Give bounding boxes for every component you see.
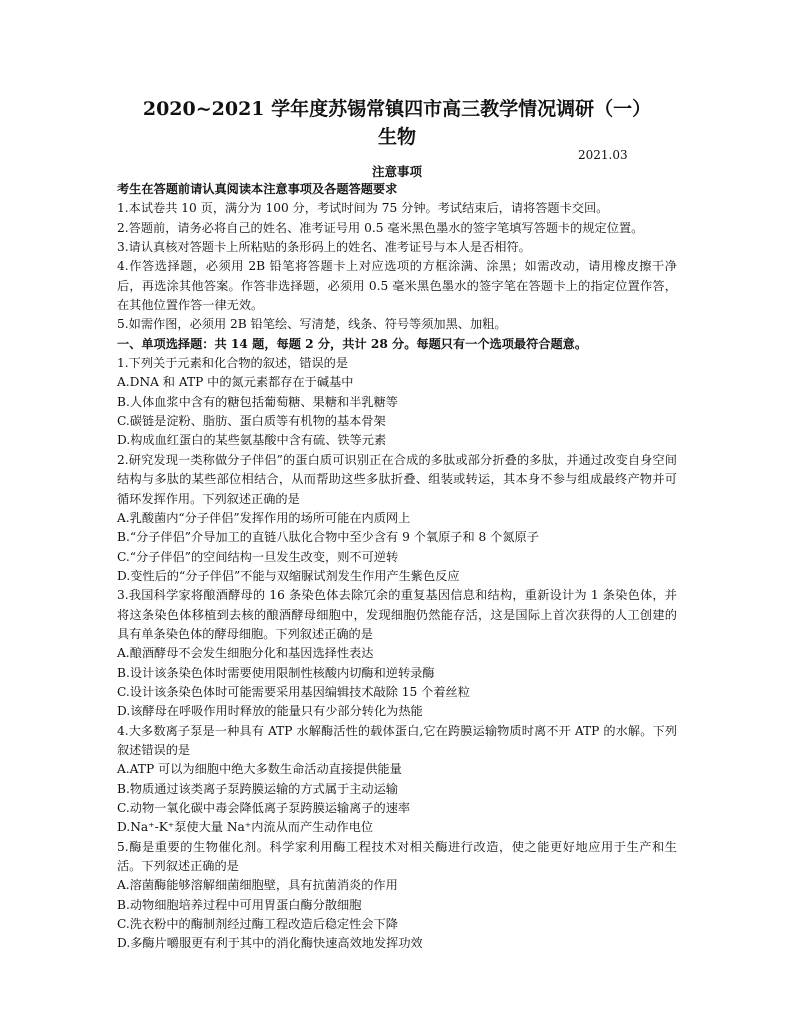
exam-body: [117, 180, 677, 954]
question-option: D.多酶片嚼服更有利于其中的消化酶快速高效地发挥功效: [117, 936, 423, 951]
section-heading: 一、单项选择题：共 14 题，每题 2 分，共计 28 分。每题只有一个选项最符合题意。: [117, 336, 588, 351]
question-stem: 1.下列关于元素和化合物的叙述，错误的是: [117, 356, 349, 371]
exam-title: 2020~2021 学年度苏锡常镇四市高三教学情况调研（一）: [142, 98, 652, 120]
question-option: D.变性后的“分子伴侣”不能与双缩脲试剂发生作用产生紫色反应: [117, 568, 460, 583]
question-option: A.DNA 和 ATP 中的氮元素都存在于碱基中: [117, 375, 354, 390]
question-option: A.溶菌酶能够溶解细菌细胞壁，具有抗菌消炎的作用: [117, 878, 398, 893]
question-option: C.洗衣粉中的酶制剂经过酶工程改造后稳定性会下降: [117, 917, 398, 932]
question-option: C.“分子伴侣”的空间结构一旦发生改变，则不可逆转: [117, 549, 399, 564]
notice-item: 4.作答选择题，必须用 2B 铅笔将答题卡上对应选项的方框涂满、涂黑；如需改动，请用橡皮擦干净后，再选涂其他答案。作答非选择题，必须用 0.5 毫米黑色墨水的签字笔在答题卡上的指定位置作答，在其他位置作答一律无效。: [117, 259, 677, 313]
question-option: A.乳酸菌内“分子伴侣”发挥作用的场所可能在内质网上: [117, 510, 411, 525]
question-option: B.人体血浆中含有的糖包括葡萄糖、果糖和半乳糖等: [117, 394, 398, 409]
question-option: D.Na⁺-K⁺泵使大量 Na⁺内流从而产生动作电位: [117, 820, 374, 835]
question-option: C.设计该条染色体时可能需要采用基因编辑技术敲除 15 个着丝粒: [117, 684, 470, 699]
notice-item: 5.如需作图，必须用 2B 铅笔绘、写清楚，线条、符号等须加黑、加粗。: [117, 317, 507, 332]
notice-item: 2.答题前，请务必将自己的姓名、准考证号用 0.5 毫米黑色墨水的签字笔填写答题卡的规定位置。: [117, 220, 644, 235]
question-option: C.碳链是淀粉、脂肪、蛋白质等有机物的基本骨架: [117, 414, 386, 429]
exam-subject: 生物: [377, 126, 416, 148]
notice-intro: 考生在答题前请认真阅读本注意事项及各题答题要求: [117, 182, 398, 196]
question-option: D.该酵母在呼吸作用时释放的能量只有少部分转化为热能: [117, 704, 423, 719]
question-option: B.物质通过该类离子泵跨膜运输的方式属于主动运输: [117, 781, 398, 796]
question-option: C.动物一氧化碳中毒会降低离子泵跨膜运输离子的速率: [117, 801, 411, 815]
question-option: D.构成血红蛋白的某些氨基酸中含有硫、铁等元素: [117, 433, 387, 448]
question-stem: 3.我国科学家将酿酒酵母的 16 条染色体去除冗余的重复基因信息和结构，重新设计为 1 条染色体，并将这条染色体移植到去核的酿酒酵母细胞中，发现细胞仍然能存活，这是国际上首次获得的人工创建的具有单条染色体的酵母细胞。下列叙述正确的是: [117, 588, 677, 641]
question-option: B.“分子伴侣”介导加工的直链八肽化合物中至少含有 9 个氧原子和 8 个氮原子: [117, 530, 539, 545]
notice-item: 1.本试卷共 10 页，满分为 100 分，考试时间为 75 分钟。考试结束后，请将答题卡交回。: [117, 201, 609, 216]
question-option: A.ATP 可以为细胞中绝大多数生命活动直接提供能量: [117, 762, 402, 777]
question-option: B.动物细胞培养过程中可用胃蛋白酶分散细胞: [117, 897, 362, 912]
question-stem: 5.酶是重要的生物催化剂。科学家利用酶工程技术对相关酶进行改造，使之能更好地应用于生产和生活。下列叙述正确的是: [117, 839, 677, 874]
notice-item: 3.请认真核对答题卡上所粘贴的条形码上的姓名、准考证号与本人是否相符。: [117, 240, 531, 255]
question-option: A.酿酒酵母不会发生细胞分化和基因选择性表达: [117, 646, 374, 661]
notice-heading: 注意事项: [371, 164, 422, 179]
question-option: B.设计该条染色体时需要使用限制性核酸内切酶和逆转录酶: [117, 665, 435, 680]
question-stem: 2.研究发现一类称做分子伴侣”的蛋白质可识别正在合成的多肽或部分折叠的多肽，并通过改变自身空间结构与多肽的某些部位相结合，从而帮助这些多肽折叠、组装或转运，其本身不参与组成最终产物并可循环发挥作用。下列叙述正确的是: [117, 452, 677, 506]
question-stem: 4.大多数离子泵是一种具有 ATP 水解酶活性的载体蛋白,它在跨膜运输物质时离不开 ATP 的水解。下列叙述错误的是: [117, 723, 677, 757]
exam-date: 2021.03: [578, 148, 628, 162]
